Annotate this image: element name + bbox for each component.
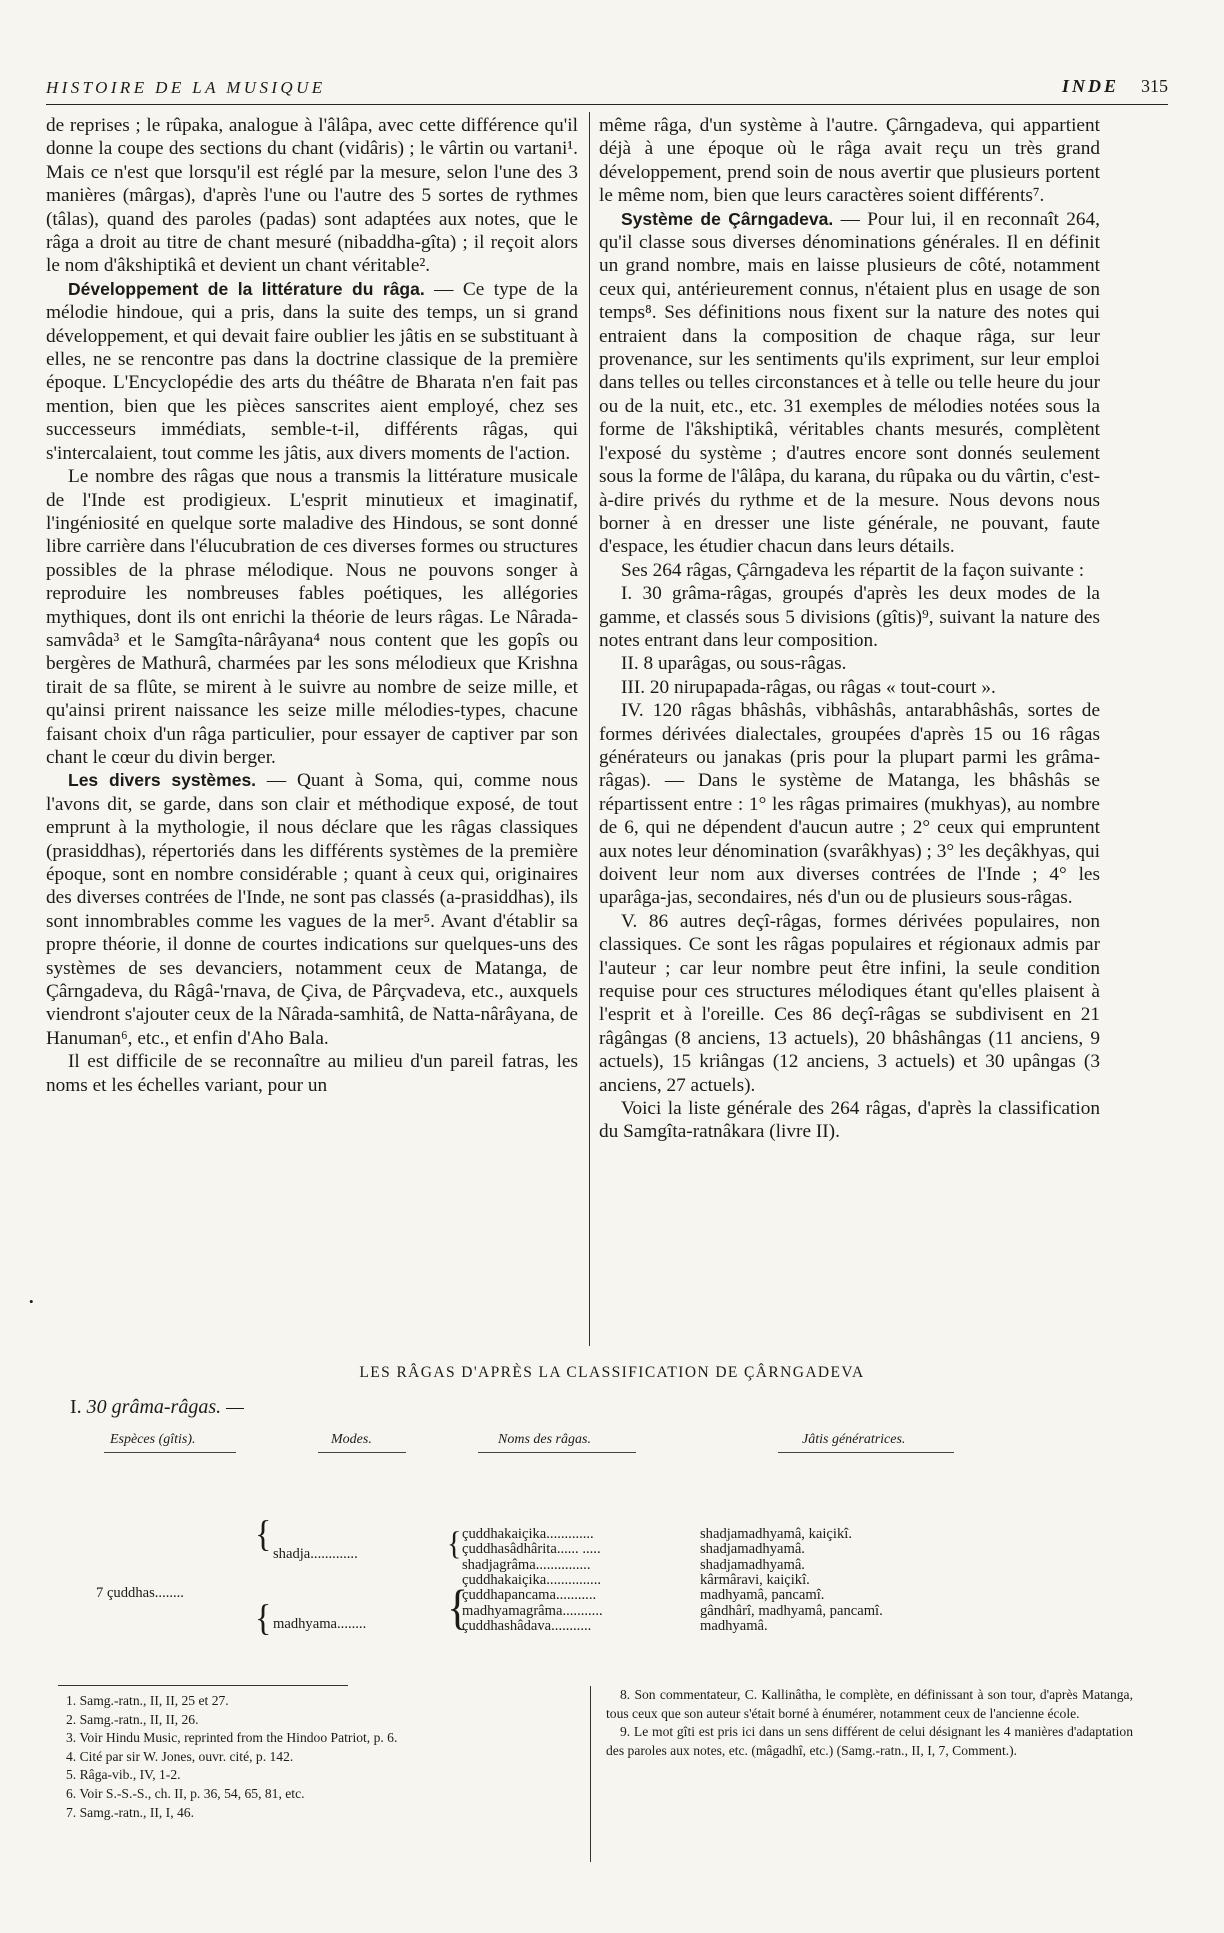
raga-jatis: shadjamadhyamâ.: [700, 1556, 805, 1573]
raga-name: madhyamagrâma...........: [462, 1602, 603, 1619]
section-number: I.: [70, 1396, 82, 1418]
footnote: 2. Samg.-ratn., II, II, 26.: [66, 1711, 199, 1727]
raga-name: çuddhapancama...........: [462, 1587, 597, 1604]
column-rule: [589, 112, 590, 1346]
list-item: IV. 120 râgas bhâshâs, vibhâshâs, antarabhâshâs, sortes de formes dérivées dialectales, groupées d'après 15 ou 16 râgas générateurs ou janakas (pris pour la plupart parmi les grâma-râgas). — Dans le système de Matanga, les bhâshâs se répartissent entre : 1° les râgas primaires (mukhyas), au nombre de 6, qui ne dépendent d'aucun autre ; 2° ceux qui empruntent aux notes leur dénomination (svarâkhyas) ; 3° les deçâkhyas, qui doivent leur nom aux diverses contrées de l'Inde ; 4° les uparâga-jas, secondaires, nés d'un ou de plusieurs sous-râgas.: [599, 700, 1100, 909]
paragraph: [46, 769, 578, 1050]
left-column: [46, 114, 578, 1097]
raga-name: shadjagrâma...............: [462, 1556, 591, 1573]
paragraph-text: — Quant à Soma, qui, comme nous l'avons dit, se garde, dans son clair et méthodique exposé, de tout emprunt à la mythologie, il nous déclare que les râgas classiques (prasiddhas), répertoriés dans les différents systèmes de la première époque, sont en nombre considérable ; quant à ceux qui, originaires des diverses contrées de l'Inde, ne sont pas classés (a-prasiddhas), ils sont innombrables comme les vagues de la mer⁵. Avant d'établir sa propre théorie, il donne de courtes indications sur quelques-uns des systèmes de ses devanciers, notamment ceux de Matanga, de Çârngadeva, du Râgâ-'rnava, de Çiva, de Pârçvadeva, etc., auxquels viendront s'ajouter ceux de la Nârada-samhitâ, de Natta-nârâyana, de Hanuman⁶, etc., et enfin d'Aho Bala.: [46, 770, 579, 1049]
paragraph: [599, 208, 1100, 559]
paragraph-text: — Pour lui, il en reconnaît 264, qu'il classe sous diverses dénominations générales. Il en définit un grand nombre, mais en laisse plusieurs de côté, notamment ceux qui, antérieurement connus, n'étaient plus en usage de son temps⁸. Ses définitions nous fixent sur la nature des notes qui entraient dans la composition de chaque râga, sur leur provenance, sur les sentiments qu'ils expriment, sur leur emploi dans telles ou telles circonstances et à telle ou telle heure du jour ou de la nuit, etc., etc. 31 exemples de mélodies notées sous la forme de l'âkshiptikâ, véritables chants mesurés, complètent l'exposé du système ; d'autres encore sont donnés seulement sous la forme de l'âlâpa, du karana, du rûpaka ou du vârtin, c'est-à-dire privés du rythme et de la mesure. Nous devons nous borner à en dresser une liste générale, ne pouvant, faute d'espace, les étudier chacun dans leurs détails.: [599, 208, 1100, 558]
paragraph: Ses 264 râgas, Çârngadeva les répartit de la façon suivante :: [621, 559, 1085, 581]
column-header-jatis: Jâtis génératrices.: [802, 1432, 906, 1447]
header-underline: [104, 1452, 236, 1453]
raga-jatis: kârmâravi, kaiçikî.: [700, 1571, 810, 1588]
paragraph-text: — Ce type de la mélodie hindoue, qui a pris, dans la suite des temps, un si grand développement, et qui devait faire oublier les jâtis en se substituant à elles, ne se rencontre pas dans la doctrine classique de la première époque. L'Encyclopédie des arts du théâtre de Bharata n'en fait pas mention, bien que les pièces sanscrites aient employé, chez ses successeurs immédiats, semble-t-il, différents râgas, qui s'intercalaient, tout comme les jâtis, aux divers moments de l'action.: [46, 278, 578, 464]
header-underline: [318, 1452, 406, 1453]
list-item: I. 30 grâma-râgas, groupés d'après les deux modes de la gamme, et classés sous 5 divisions (gîtis)⁹, suivant la nature des notes entrant dans leur composition.: [599, 583, 1100, 651]
paragraph: de reprises ; le rûpaka, analogue à l'âlâpa, avec cette différence qu'il donne la coupe des sections du chant (vidâris) ; le vârtin ou vartani¹. Mais ce n'est que lorsqu'il est réglé par la mesure, selon l'une des 3 manières (mârgas), d'après l'une ou l'autre des 5 sortes de rythmes (tâlas), quand des paroles (padas) sont adaptées aux notes, que le râga a droit au titre de chant mesuré (nibaddha-gîta) ; il reçoit alors le nom d'âkshiptikâ et devient un chant véritable².: [46, 115, 578, 277]
raga-jatis: gândhârî, madhyamâ, pancamî.: [700, 1602, 883, 1619]
header-underline: [778, 1452, 954, 1453]
header-underline: [478, 1452, 636, 1453]
section-label: 30 grâma-râgas. —: [86, 1396, 244, 1418]
footnote: 1. Samg.-ratn., II, II, 25 et 27.: [66, 1693, 229, 1708]
footnote: 7. Samg.-ratn., II, I, 46.: [66, 1804, 194, 1820]
brace: {: [447, 1525, 462, 1562]
column-header-gitis: Espèces (gîtis).: [110, 1432, 196, 1447]
raga-name: çuddhashâdava...........: [462, 1617, 592, 1634]
header-rule: [46, 104, 1168, 105]
raga-jatis: shadjamadhyamâ, kaiçikî.: [700, 1526, 852, 1542]
section-heading: Les divers systèmes.: [68, 770, 257, 791]
column-header-modes: Modes.: [331, 1432, 372, 1447]
column-header-ragas: Noms des râgas.: [498, 1432, 591, 1447]
footnote: 8. Son commentateur, C. Kallinâtha, le complète, en définissant à son tour, d'après Matanga, tous ceux que son auteur s'était borné à énumérer, notamment ceux de l'ancienne école.: [606, 1687, 1133, 1721]
section-heading: Développement de la littérature du râga.: [68, 278, 425, 299]
paragraph: [46, 278, 578, 465]
raga-name: çuddhasâdhârita...... .....: [462, 1541, 601, 1558]
brace: {: [447, 1580, 469, 1635]
brace: {: [255, 1514, 272, 1555]
gitis-label: 7 çuddhas........: [96, 1585, 184, 1601]
paragraph: Il est difficile de se reconnaître au milieu d'un pareil fatras, les noms et les échelles variant, pour un: [46, 1051, 578, 1096]
paragraph: même râga, d'un système à l'autre. Çârngadeva, qui appartient déjà à une époque où le râga avait reçu un très grand développement, prend soin de nous avertir que plusieurs portent le même nom, bien que leurs caractères soient différents⁷.: [599, 115, 1100, 207]
footnote-rule: [58, 1685, 348, 1686]
table-section-heading: [70, 1396, 244, 1419]
footnotes-right: [606, 1686, 1133, 1760]
raga-jatis: shadjamadhyamâ.: [700, 1541, 805, 1558]
brace: {: [255, 1598, 272, 1639]
section-heading: Système de Çârngadeva.: [621, 208, 834, 229]
footnotes-left: [66, 1692, 566, 1822]
mode-label: madhyama........: [273, 1616, 367, 1632]
running-head-title: HISTOIRE DE LA MUSIQUE: [46, 78, 326, 97]
running-head-right: [1062, 76, 1168, 97]
footnote: 6. Voir S.-S.-S., ch. II, p. 36, 54, 65, 81, etc.: [66, 1785, 305, 1801]
table-title: LES RÂGAS D'APRÈS LA CLASSIFICATION DE ÇÂRNGADEVA: [359, 1364, 865, 1381]
page-number: 315: [1141, 76, 1168, 96]
footnote: 3. Voir Hindu Music, reprinted from the Hindoo Patriot, p. 6.: [66, 1730, 398, 1746]
footnote-column-rule: [590, 1686, 591, 1862]
margin-mark: •: [29, 1294, 34, 1309]
raga-jatis: madhyamâ.: [700, 1617, 768, 1634]
list-item: V. 86 autres deçî-râgas, formes dérivées populaires, non classiques. Ce sont les râgas populaires et régionaux admis par l'auteur ; car leur nombre peut être infini, la seule condition requise pour ces structures mélodiques étant qu'elles plaisent à l'esprit et à l'oreille. Ces 86 deçî-râgas se subdivisent en 21 râgângas (8 anciens, 13 actuels), 20 bhâshângas (11 anciens, 9 actuels), 15 kriângas (12 anciens, 3 actuels) et 30 upângas (3 anciens, 27 actuels).: [599, 910, 1100, 1096]
running-head-section: INDE: [1061, 76, 1119, 96]
footnote: 4. Cité par sir W. Jones, ouvr. cité, p. 142.: [66, 1748, 294, 1764]
list-item: II. 8 uparâgas, ou sous-râgas.: [621, 653, 847, 675]
paragraph: Le nombre des râgas que nous a transmis la littérature musicale de l'Inde est prodigieux. L'esprit minutieux et imaginatif, l'ingéniosité en quelque sorte maladive des Hindous, se sont donné libre carrière dans l'élucubration de ces diverses formes ou structures possibles de la phrase mélodique. Nous ne pouvons songer à reproduire les nombreuses fables poétiques, les allégories mythiques, dont ils ont enrichi la théorie de leurs râgas. Le Nârada-samvâda³ et le Samgîta-nârâyana⁴ nous content que les gopîs ou bergères de Mathurâ, charmées par les sons mélodieux que Krishna tirait de sa flûte, se mirent à le suivre au nombre de seize mille, et qu'ainsi prirent naissance les seize mille mélodies-types, chacune faisant choix d'un râga particulier, pour essayer de captiver par son chant le cœur du divin berger.: [46, 466, 578, 768]
raga-name: çuddhakaiçika.............: [462, 1526, 594, 1542]
paragraph: Voici la liste générale des 264 râgas, d'après la classification du Samgîta-ratnâkara (livre II).: [599, 1098, 1100, 1143]
mode-label: shadja.............: [273, 1546, 358, 1562]
right-column: [599, 114, 1100, 1144]
raga-name: çuddhakaiçika...............: [462, 1571, 602, 1588]
footnote: 5. Râga-vib., IV, 1-2.: [66, 1767, 181, 1783]
footnote: 9. Le mot gîti est pris ici dans un sens différent de celui désignant les 4 manières d'adaptation des paroles aux notes, etc. (mâgadhî, etc.) (Samg.-ratn., II, I, 7, Comment.).: [606, 1724, 1133, 1758]
list-item: III. 20 nirupapada-râgas, ou râgas « tout-court ».: [621, 676, 996, 698]
raga-jatis: madhyamâ, pancamî.: [700, 1587, 825, 1604]
